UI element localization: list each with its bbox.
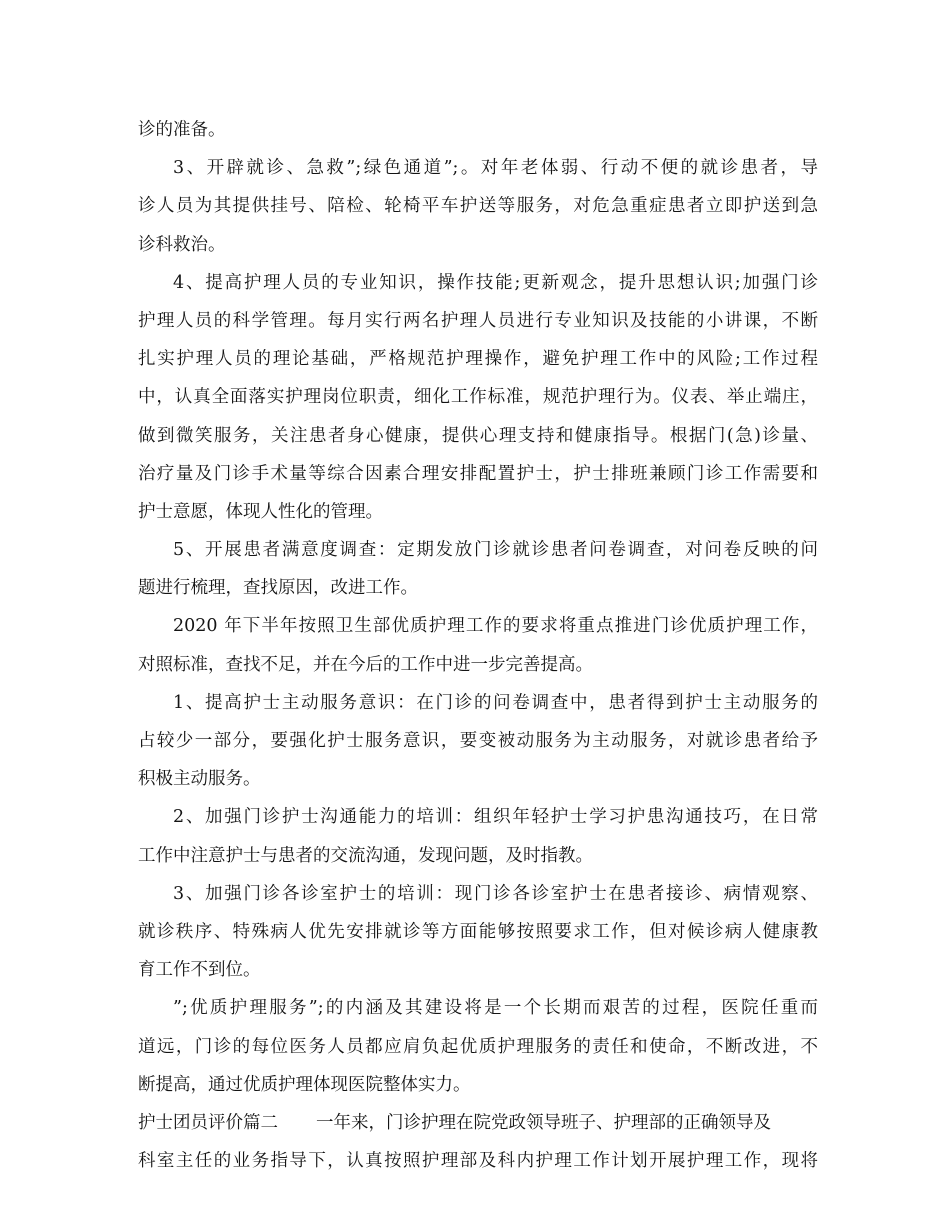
paragraph-line: 中，认真全面落实护理岗位职责，细化工作标准，规范护理行为。仪表、举止端庄， — [138, 387, 818, 408]
section-first-line: 一年来，门诊护理在院党政领导班子、护理部的正确领导及 — [316, 1112, 771, 1133]
paragraph-line: 1、提高护士主动服务意识：在门诊的问卷调查中，患者得到护士主动服务的 — [173, 692, 818, 713]
paragraph-line: 护士意愿，体现人性化的管理。 — [138, 501, 383, 522]
paragraph-line: 2020 年下半年按照卫生部优质护理工作的要求将重点推进门诊优质护理工作， — [173, 616, 818, 637]
section-title: 护士团员评价篇二 — [138, 1112, 278, 1133]
paragraph-line: 3、开辟就诊、急救”;绿色通道”;。对年老体弱、行动不便的就诊患者，导 — [173, 158, 818, 179]
paragraph-line: 就诊秩序、特殊病人优先安排就诊等方面能够按照要求工作，但对候诊病人健康教 — [138, 921, 818, 942]
paragraph-line: 做到微笑服务，关注患者身心健康，提供心理支持和健康指导。根据门(急)诊量、 — [138, 425, 818, 446]
paragraph-line: ”;优质护理服务”;的内涵及其建设将是一个长期而艰苦的过程，医院任重而 — [173, 998, 818, 1019]
paragraph-line: 2、加强门诊护士沟通能力的培训：组织年轻护士学习护患沟通技巧，在日常 — [173, 807, 818, 828]
paragraph-line: 4、提高护理人员的专业知识，操作技能;更新观念，提升思想认识;加强门诊 — [173, 272, 818, 293]
paragraph-line: 积极主动服务。 — [138, 769, 261, 790]
paragraph-line: 断提高，通过优质护理体现医院整体实力。 — [138, 1074, 471, 1095]
paragraph-line: 护理人员的科学管理。每月实行两名护理人员进行专业知识及技能的小讲课，不断 — [138, 310, 818, 331]
document-page — [138, 111, 818, 1180]
paragraph-line: 扎实护理人员的理论基础，严格规范护理操作，避免护理工作中的风险;工作过程 — [138, 349, 818, 370]
paragraph-line: 道远，门诊的每位医务人员都应肩负起优质护理服务的责任和使命，不断改进，不 — [138, 1036, 818, 1057]
section-heading-line — [138, 1104, 818, 1142]
paragraph-line: 工作中注意护士与患者的交流沟通，发现问题，及时指教。 — [138, 845, 593, 866]
paragraph-line: 育工作不到位。 — [138, 960, 261, 981]
paragraph-line: 3、加强门诊各诊室护士的培训：现门诊各诊室护士在患者接诊、病情观察、 — [173, 883, 818, 904]
paragraph-line: 诊人员为其提供挂号、陪检、轮椅平车护送等服务，对危急重症患者立即护送到急 — [138, 196, 818, 217]
paragraph-line: 对照标准，查找不足，并在今后的工作中进一步完善提高。 — [138, 654, 593, 675]
paragraph-line: 诊科救治。 — [138, 234, 226, 255]
paragraph-line: 5、开展患者满意度调查：定期发放门诊就诊患者问卷调查，对问卷反映的问 — [173, 540, 818, 561]
paragraph-line: 占较少一部分，要强化护士服务意识，要变被动服务为主动服务，对就诊患者给予 — [138, 731, 818, 751]
paragraph-line: 题进行梳理，查找原因，改进工作。 — [138, 578, 418, 599]
paragraph-line: 诊的准备。 — [138, 120, 226, 140]
paragraph-line: 治疗量及门诊手术量等综合因素合理安排配置护士，护士排班兼顾门诊工作需要和 — [138, 463, 818, 484]
paragraph-line: 科室主任的业务指导下，认真按照护理部及科内护理工作计划开展护理工作，现将 — [138, 1151, 818, 1172]
